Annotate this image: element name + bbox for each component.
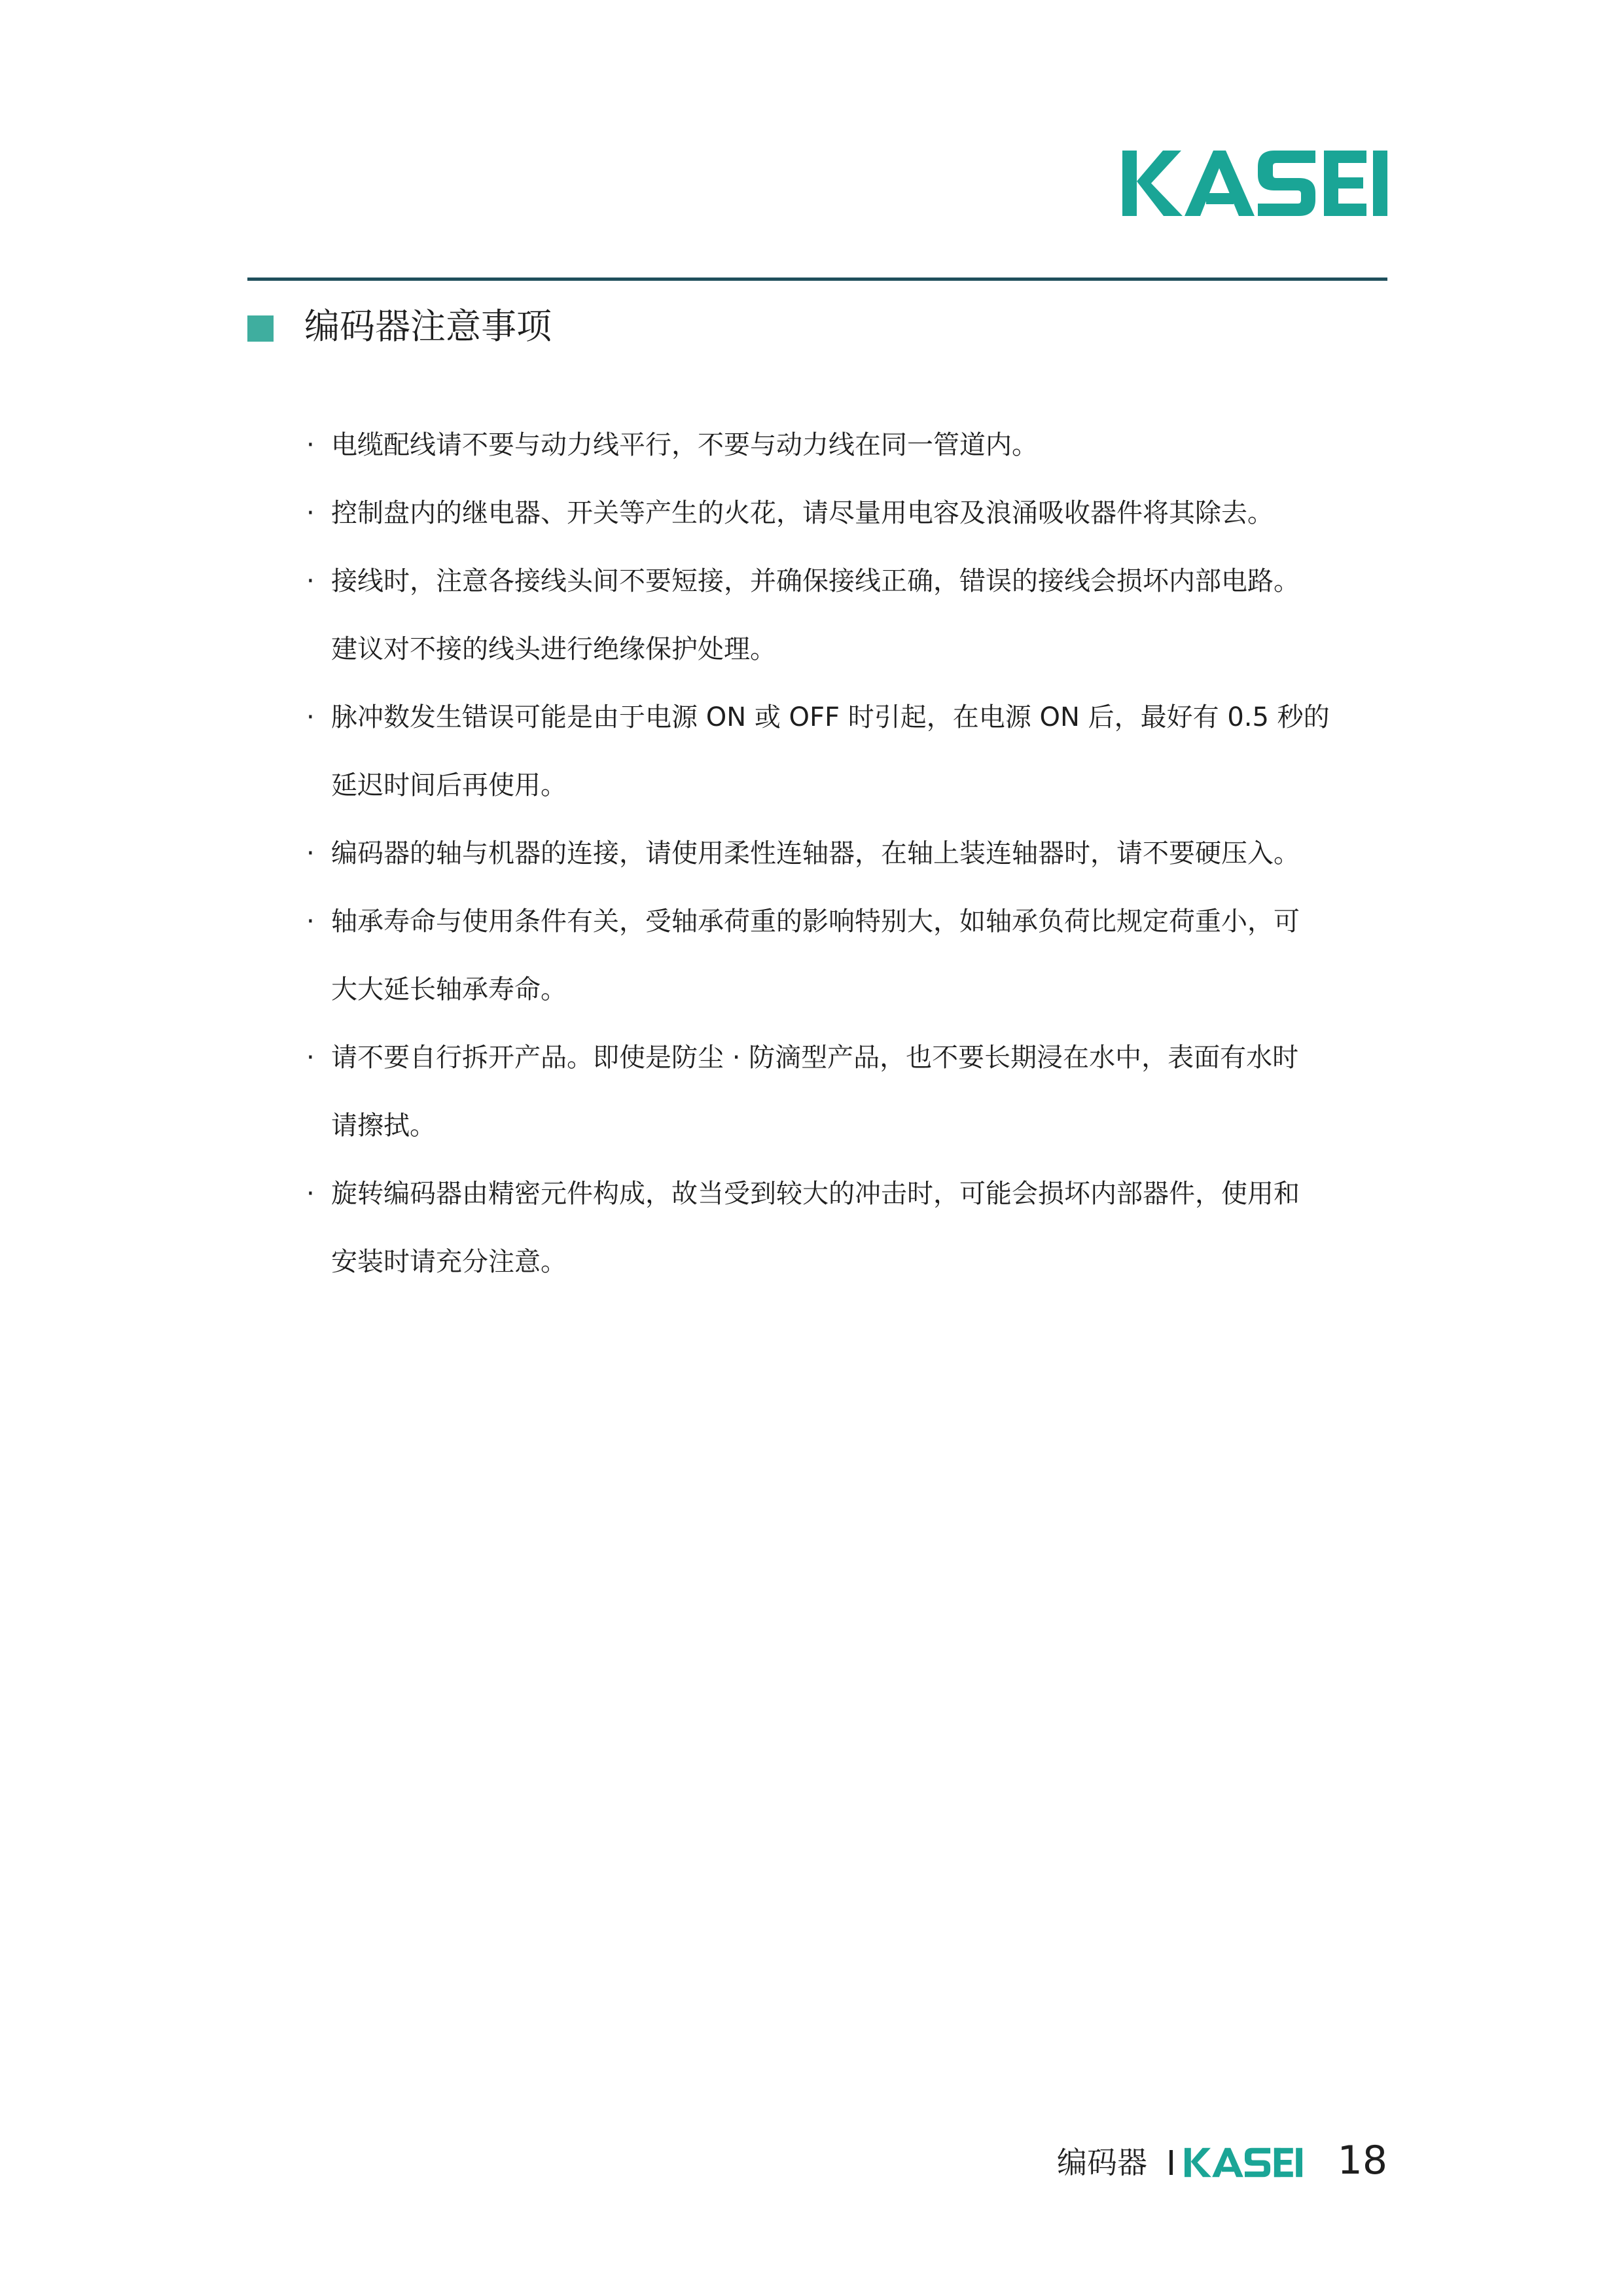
precaution-text-line: 编码器的轴与机器的连接，请使用柔性连轴器，在轴上装连轴器时，请不要硬压入。 <box>331 838 1300 869</box>
precaution-item <box>306 888 1373 1024</box>
kasei-logo <box>1122 147 1387 219</box>
footer-kasei-logo <box>1185 2146 1302 2179</box>
precaution-text-line: 延迟时间后再使用。 <box>331 770 567 800</box>
precaution-text-line: 请擦拭。 <box>331 1111 436 1141</box>
bullet-dot: · <box>306 1179 315 1209</box>
bullet-dot: · <box>306 1043 315 1073</box>
precaution-item <box>306 819 1373 888</box>
precaution-item <box>306 1160 1373 1296</box>
precaution-item <box>306 547 1373 683</box>
precaution-item <box>306 479 1373 547</box>
precaution-text-line: 安装时请充分注意。 <box>331 1247 567 1277</box>
footer <box>1057 2137 1387 2189</box>
precaution-text-line: 大大延长轴承寿命。 <box>331 975 567 1005</box>
precaution-item <box>306 1024 1373 1160</box>
footer-label: 编码器 <box>1057 2145 1147 2180</box>
page-number: 18 <box>1337 2138 1387 2183</box>
precaution-text-line: 控制盘内的继电器、开关等产生的火花，请尽量用电容及浪涌吸收器件将其除去。 <box>331 498 1274 528</box>
precaution-text-line: 接线时，注意各接线头间不要短接，并确保接线正确，错误的接线会损坏内部电路。 <box>331 566 1300 596</box>
precaution-text-line: 请不要自行拆开产品。即使是防尘 · 防滴型产品，也不要长期浸在水中，表面有水时 <box>331 1043 1299 1073</box>
bullet-dot: · <box>306 430 315 460</box>
precaution-text-line: 脉冲数发生错误可能是由于电源 ON 或 OFF 时引起，在电源 ON 后，最好有 0.5 秒的 <box>331 702 1330 732</box>
precaution-item <box>306 411 1373 479</box>
precaution-text-line: 轴承寿命与使用条件有关，受轴承荷重的影响特别大，如轴承负荷比规定荷重小，可 <box>331 906 1300 937</box>
precaution-text-line: 建议对不接的线头进行绝缘保护处理。 <box>331 634 776 664</box>
bullet-dot: · <box>306 566 315 596</box>
section-marker-square <box>247 315 274 342</box>
bullet-dot: · <box>306 498 315 528</box>
precaution-item <box>306 683 1373 819</box>
header-divider <box>247 278 1387 281</box>
precaution-text-line: 旋转编码器由精密元件构成，故当受到较大的冲击时，可能会损坏内部器件，使用和 <box>331 1179 1300 1209</box>
bullet-dot: · <box>306 838 315 869</box>
precautions-list <box>306 411 1373 1296</box>
bullet-dot: · <box>306 906 315 937</box>
precaution-text-line: 电缆配线请不要与动力线平行，不要与动力线在同一管道内。 <box>331 430 1038 460</box>
section-title: 编码器注意事项 <box>304 306 552 347</box>
bullet-dot: · <box>306 702 315 732</box>
footer-separator <box>1169 2150 1173 2175</box>
